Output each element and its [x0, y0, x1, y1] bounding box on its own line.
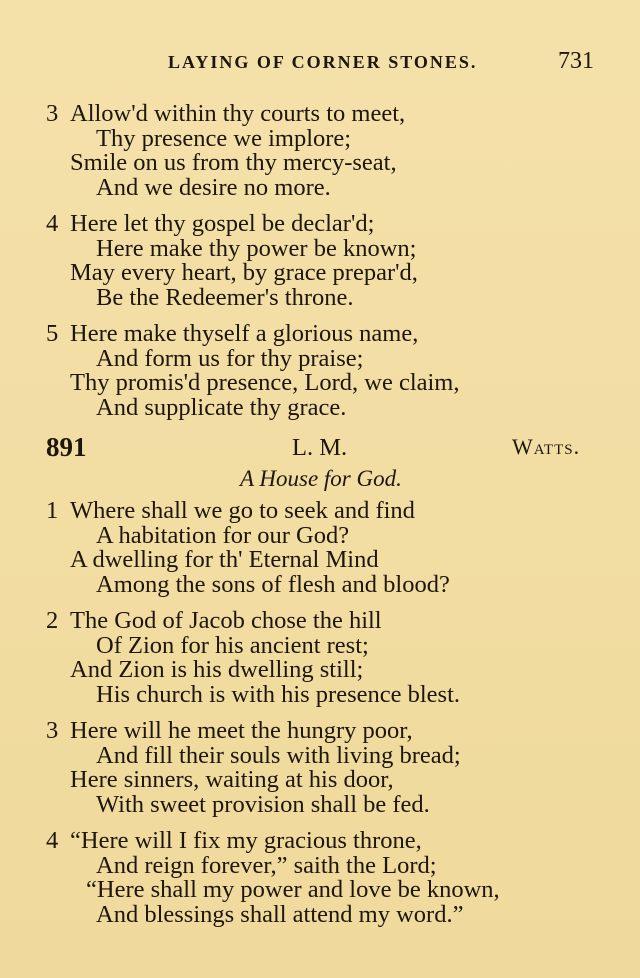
verse-line	[46, 212, 606, 237]
running-header-title: LAYING OF CORNER STONES.	[168, 52, 478, 72]
verse-line-text: And reign forever,” saith the Lord;	[96, 851, 437, 879]
verse-line	[46, 261, 606, 286]
page-number: 731	[558, 48, 594, 74]
stanza-number: 2	[46, 607, 59, 634]
verse-line-text: And Zion is his dwelling still;	[70, 656, 364, 683]
hymn-number: 891	[46, 432, 87, 462]
verse-line	[46, 790, 606, 818]
verse-line-text: Be the Redeemer's throne.	[96, 283, 354, 311]
verse-line-text: “Here shall my power and love be known,	[86, 876, 500, 903]
verse-line	[46, 283, 606, 311]
hymn-subtitle: A House for God.	[240, 466, 402, 491]
verse-line	[46, 234, 606, 262]
verse-line	[46, 609, 606, 634]
verse-line	[46, 570, 606, 598]
verse-line-text: A habitation for our God?	[96, 521, 350, 549]
verse-line-text: Among the sons of flesh and blood?	[96, 570, 450, 598]
verse-line-text: Here will he meet the hungry poor,	[70, 717, 413, 744]
verse-line	[46, 124, 606, 152]
stanza-prev-4	[46, 212, 606, 310]
verse-line-text: Here let thy gospel be declar'd;	[70, 210, 375, 237]
verse-line	[46, 680, 606, 708]
verse-line	[46, 521, 606, 549]
stanza-2	[46, 609, 606, 707]
verse-line-text: With sweet provision shall be fed.	[96, 790, 430, 818]
stanza-number: 3	[46, 717, 59, 744]
stanza-number: 1	[46, 497, 59, 524]
verse-line	[46, 344, 606, 372]
verse-line-text: And fill their souls with living bread;	[96, 741, 461, 769]
verse-line-text: Thy promis'd presence, Lord, we claim,	[70, 369, 460, 396]
verse-line-text: May every heart, by grace prepar'd,	[70, 259, 418, 286]
verse-line-text: A dwelling for th' Eternal Mind	[70, 546, 379, 573]
verse-line-text: The God of Jacob chose the hill	[70, 607, 382, 634]
verse-line-text: And we desire no more.	[96, 173, 331, 201]
verse-line-text: And blessings shall attend my word.”	[96, 900, 464, 928]
verse-line-text: Here make thyself a glorious name,	[70, 320, 419, 347]
verse-line-text: Of Zion for his ancient rest;	[96, 631, 369, 659]
verse-line	[46, 741, 606, 769]
verse-line	[46, 768, 606, 793]
verse-line	[46, 173, 606, 201]
verse-line	[46, 851, 606, 879]
verse-line-text: Where shall we go to seek and find	[70, 497, 415, 524]
verse-line	[46, 878, 606, 903]
verse-line-text: Here make thy power be known;	[96, 234, 417, 262]
stanza-number: 4	[46, 827, 59, 854]
stanza-prev-3	[46, 102, 606, 200]
stanza-1	[46, 499, 606, 597]
stanza-4	[46, 829, 606, 927]
verse-line-text: And form us for thy praise;	[96, 344, 364, 372]
verse-line-text: Allow'd within thy courts to meet,	[70, 100, 406, 127]
hymn-author: Watts.	[512, 434, 581, 459]
stanza-number: 5	[46, 320, 59, 347]
verse-line	[46, 371, 606, 396]
verse-line	[46, 499, 606, 524]
verse-line	[46, 393, 606, 421]
stanza-prev-5	[46, 322, 606, 420]
verse-line	[46, 548, 606, 573]
stanza-3	[46, 719, 606, 817]
verse-line	[46, 900, 606, 928]
stanza-number: 4	[46, 210, 59, 237]
verse-line-text: Smile on us from thy mercy-seat,	[70, 149, 397, 176]
verse-line	[46, 829, 606, 854]
verse-line	[46, 719, 606, 744]
stanza-number: 3	[46, 100, 59, 127]
hymn-meter: L. M.	[292, 434, 348, 461]
verse-line	[46, 631, 606, 659]
verse-line	[46, 322, 606, 347]
verse-line	[46, 151, 606, 176]
verse-line	[46, 102, 606, 127]
verse-line-text: And supplicate thy grace.	[96, 393, 347, 421]
verse-line-text: Thy presence we implore;	[96, 124, 352, 152]
verse-line-text: “Here will I fix my gracious throne,	[70, 827, 422, 854]
verse-line-text: His church is with his presence blest.	[96, 680, 461, 708]
verse-line-text: Here sinners, waiting at his door,	[70, 766, 394, 793]
verse-line	[46, 658, 606, 683]
